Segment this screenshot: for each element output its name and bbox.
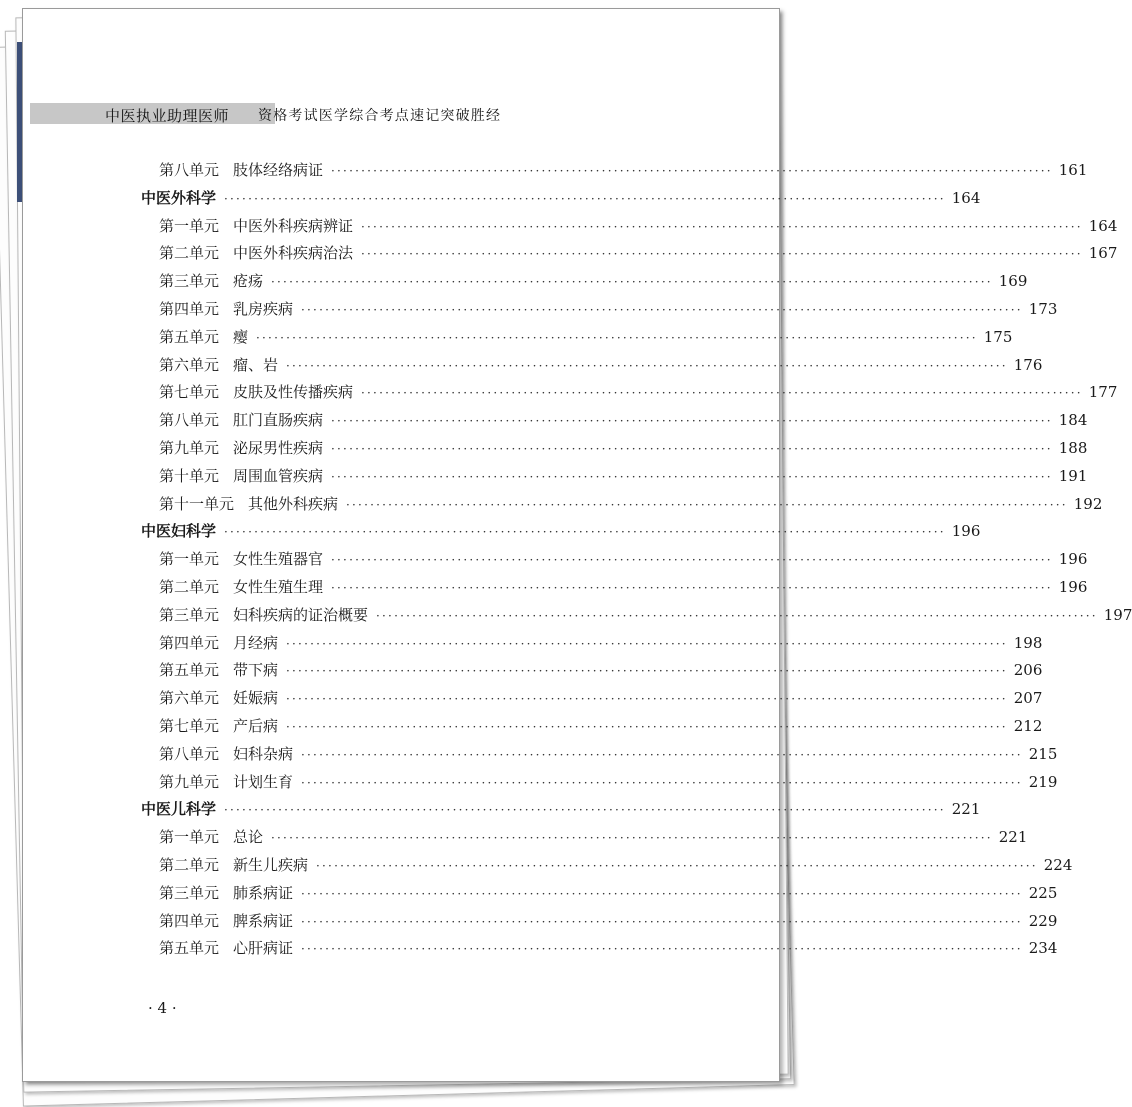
toc-unit-label: 第四单元 — [159, 300, 220, 318]
toc-page-number: 192 — [1073, 494, 1103, 513]
toc-leader-dots: ························································································································ — [331, 164, 1053, 178]
toc-entry-title: 瘤、岩 — [233, 355, 279, 374]
toc-leader-dots: ························································································································ — [286, 636, 1008, 651]
toc-leader-dots: ························································································································ — [301, 303, 1023, 317]
toc-category-row — [23, 187, 981, 209]
toc-category-row — [23, 798, 981, 820]
toc-unit-label: 第三单元 — [159, 272, 220, 291]
toc-unit-label: 第五单元 — [159, 327, 220, 346]
toc-entry-title: 计划生育 — [233, 772, 294, 791]
toc-unit-label: 第六单元 — [159, 355, 220, 374]
toc-page-number: 175 — [983, 327, 1013, 346]
toc-entry-title: 疮疡 — [233, 272, 264, 291]
toc-category-row — [23, 520, 981, 542]
toc-leader-dots: ························································································································ — [224, 525, 946, 540]
toc-leader-dots: ························································································································ — [331, 553, 1053, 568]
toc-page-number: 234 — [1028, 939, 1058, 958]
toc-unit-label: 第八单元 — [159, 411, 220, 430]
toc-unit-label: 第一单元 — [159, 828, 220, 847]
toc-unit-label: 第五单元 — [159, 939, 220, 958]
toc-entry-title: 妇科疾病的证治概要 — [233, 605, 369, 624]
toc-page-number: 164 — [951, 188, 981, 207]
toc-leader-dots: ························································································································ — [301, 942, 1023, 957]
toc-page-number: 188 — [1058, 439, 1088, 457]
toc-row — [23, 326, 1013, 348]
toc-unit-label: 第四单元 — [159, 911, 220, 930]
toc-leader-dots: ························································································································ — [301, 775, 1023, 790]
toc-entry-title: 瘿 — [233, 327, 249, 346]
toc-unit-label: 第二单元 — [159, 578, 220, 596]
toc-row — [23, 715, 1043, 737]
toc-entry-title: 皮肤及性传播疾病 — [233, 383, 354, 402]
toc-leader-dots: ························································································································ — [286, 358, 1008, 373]
toc-category-title: 中医儿科学 — [141, 800, 217, 819]
toc-leader-dots: ························································································································ — [271, 275, 993, 290]
toc-entry-title: 新生儿疾病 — [233, 856, 309, 874]
toc-entry-title: 女性生殖生理 — [233, 578, 324, 596]
toc-leader-dots: ························································································································ — [316, 859, 1038, 873]
toc-entry-title: 肛门直肠疾病 — [233, 411, 324, 430]
toc-row — [23, 771, 1058, 793]
toc-leader-dots: ························································································································ — [361, 386, 1083, 401]
toc-row — [23, 437, 1088, 459]
toc-unit-label: 第三单元 — [159, 605, 220, 624]
toc-row — [23, 937, 1058, 959]
toc-leader-dots: ························································································································ — [286, 664, 1008, 679]
toc-leader-dots: ························································································································ — [286, 720, 1008, 734]
toc-unit-label: 第六单元 — [159, 689, 220, 708]
toc-page-number: 221 — [998, 828, 1028, 847]
toc-page-number: 167 — [1088, 244, 1118, 263]
toc-row — [23, 576, 1088, 598]
toc-entry-title: 其他外科疾病 — [248, 494, 339, 513]
header-series-title: 中医执业助理医师 — [105, 107, 230, 125]
toc-unit-label: 第四单元 — [159, 633, 220, 652]
toc-page-number: 229 — [1028, 911, 1058, 930]
toc-entry-title: 乳房疾病 — [233, 300, 294, 318]
toc-row — [23, 687, 1043, 709]
toc-entry-title: 泌尿男性疾病 — [233, 439, 324, 457]
page-number: · 4 · — [148, 999, 177, 1017]
toc-page-number: 197 — [1103, 605, 1132, 624]
toc-row — [23, 409, 1088, 431]
toc-page-number: 164 — [1088, 216, 1118, 235]
toc-row — [23, 659, 1043, 681]
toc-leader-dots: ························································································································ — [256, 330, 978, 345]
toc-leader-dots: ························································································································ — [301, 914, 1023, 929]
toc-row — [23, 215, 1118, 237]
toc-row — [23, 242, 1118, 264]
toc-entry-title: 心肝病证 — [233, 939, 294, 958]
toc-row — [23, 159, 1088, 181]
toc-row — [23, 493, 1103, 515]
toc-unit-label: 第一单元 — [159, 216, 220, 235]
toc-entry-title: 带下病 — [233, 661, 279, 680]
toc-unit-label: 第七单元 — [159, 383, 220, 402]
toc-leader-dots: ························································································································ — [301, 747, 1023, 762]
toc-leader-dots: ························································································································ — [331, 442, 1053, 456]
toc-row — [23, 632, 1043, 654]
toc-page-number: 173 — [1028, 300, 1058, 318]
toc-leader-dots: ························································································································ — [331, 469, 1053, 484]
toc-unit-label: 第十单元 — [159, 466, 220, 485]
toc-entry-title: 脾系病证 — [233, 911, 294, 930]
toc-unit-label: 第七单元 — [159, 717, 220, 735]
toc-row — [23, 270, 1028, 292]
toc-page-number: 198 — [1013, 633, 1043, 652]
toc-entry-title: 产后病 — [233, 717, 279, 735]
toc-page-number: 191 — [1058, 466, 1088, 485]
toc-entry-title: 妇科杂病 — [233, 744, 294, 763]
toc-row — [23, 826, 1028, 848]
toc-page-number: 215 — [1028, 744, 1058, 763]
toc-page-number: 161 — [1058, 161, 1088, 179]
toc-leader-dots: ························································································································ — [331, 581, 1053, 595]
toc-unit-label: 第一单元 — [159, 550, 220, 569]
toc-leader-dots: ························································································································ — [376, 608, 1098, 623]
toc-entry-title: 周围血管疾病 — [233, 466, 324, 485]
toc-entry-title: 肢体经络病证 — [233, 161, 324, 179]
toc-row — [23, 548, 1088, 570]
toc-category-title: 中医妇科学 — [141, 522, 217, 541]
toc-row — [23, 882, 1058, 904]
toc-leader-dots: ························································································································ — [301, 886, 1023, 901]
toc-leader-dots: ························································································································ — [346, 497, 1068, 512]
toc-entry-title: 月经病 — [233, 633, 279, 652]
toc-unit-label: 第二单元 — [159, 244, 220, 263]
toc-unit-label: 第十一单元 — [159, 494, 235, 513]
toc-row — [23, 298, 1058, 320]
toc-row — [23, 910, 1058, 932]
toc-unit-label: 第九单元 — [159, 439, 220, 457]
toc-leader-dots: ························································································································ — [361, 247, 1083, 262]
toc-page-number: 212 — [1013, 717, 1043, 735]
toc-leader-dots: ························································································································ — [224, 803, 946, 818]
toc-page-number: 221 — [951, 800, 981, 819]
toc-leader-dots: ························································································································ — [331, 414, 1053, 429]
toc-leader-dots: ························································································································ — [361, 219, 1083, 234]
toc-page-number: 176 — [1013, 355, 1043, 374]
toc-page-number: 206 — [1013, 661, 1043, 680]
toc-unit-label: 第九单元 — [159, 772, 220, 791]
toc-page-number: 184 — [1058, 411, 1088, 430]
toc-unit-label: 第五单元 — [159, 661, 220, 680]
toc-page-number: 196 — [1058, 550, 1088, 569]
document-page — [22, 8, 1132, 1082]
toc-page-number: 207 — [1013, 689, 1043, 708]
toc-entry-title: 中医外科疾病治法 — [233, 244, 354, 263]
toc-page-number: 177 — [1088, 383, 1118, 402]
toc-category-title: 中医外科学 — [141, 188, 217, 207]
header-book-title: 资格考试医学综合考点速记突破胜经 — [258, 108, 502, 124]
toc-leader-dots: ························································································································ — [271, 831, 993, 846]
toc-row — [23, 354, 1043, 376]
toc-row — [23, 854, 1073, 876]
toc-page-number: 196 — [1058, 578, 1088, 596]
toc-unit-label: 第三单元 — [159, 883, 220, 902]
toc-page-number: 224 — [1043, 856, 1073, 874]
toc-row — [23, 465, 1088, 487]
toc-page-number: 225 — [1028, 883, 1058, 902]
toc-unit-label: 第二单元 — [159, 856, 220, 874]
toc-leader-dots: ························································································································ — [224, 191, 946, 206]
toc-row — [23, 604, 1132, 626]
toc-row — [23, 381, 1118, 403]
toc-entry-title: 肺系病证 — [233, 883, 294, 902]
toc-entry-title: 女性生殖器官 — [233, 550, 324, 569]
toc-row — [23, 743, 1058, 765]
toc-unit-label: 第八单元 — [159, 744, 220, 763]
toc-leader-dots: ························································································································ — [286, 692, 1008, 707]
toc-page-number: 169 — [998, 272, 1028, 291]
toc-entry-title: 总论 — [233, 828, 264, 847]
toc-unit-label: 第八单元 — [159, 161, 220, 179]
toc-page-number: 219 — [1028, 772, 1058, 791]
toc-entry-title: 中医外科疾病辨证 — [233, 216, 354, 235]
toc-page-number: 196 — [951, 522, 981, 541]
toc-entry-title: 妊娠病 — [233, 689, 279, 708]
